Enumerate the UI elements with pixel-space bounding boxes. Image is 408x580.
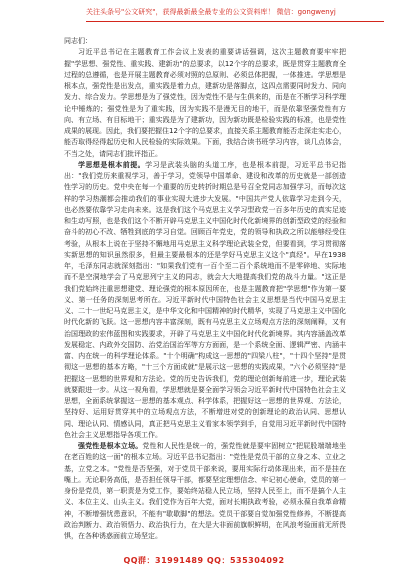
footer-contact-text: QQ群：31991489 QQ：535304092	[123, 556, 285, 565]
header-promo-text: 关注头条号"公文研究"，获得最新最全最专业的公文资料库！ 微信：gongwenyj	[86, 8, 336, 16]
section-2-paragraph	[64, 441, 346, 542]
section-2-text: 党性和人民性是统一的，强党性就是要牢固树立"把屁股端端地坐在老百姓的这一面"的根本立场。习近平总书记指出："党性是党员干部的立身之本、立业之基，立党之本。"党性是否坚强，对于党员干部来说，要用实际行动体现出来，而不是挂在嘴上。无论职务高低，是否担任领导干部，都要坚定理想信念、牢记初心使命，党员的第一身份是党员，第一职责是为党工作，要始终站稳人民立场，坚持人民至上，而不是搞个人主义、本位主义、山头主义。我们党作为百年大党，面对长期执政考验，必须永葆自我革命精神，不断增强忧患意识，不能有"歇歇脚"的想法。党员干部要自觉加强党性修养，不断提高政治判断力、政治领悟力、政治执行力，在大是大非面前旗帜鲜明，在风浪考验面前无所畏惧，在各种诱惑面前立场坚定。	[64, 442, 346, 540]
section-1-heading: 学思想是根本前提。	[78, 160, 146, 169]
intro-paragraph: 习近平总书记在主题教育工作会议上发表的重要讲话强调，这次主题教育要牢牢把握"学思想、强党性、重实践、建新功"的总要求，以12个字的总要求，既是贯穿主题教育全过程的总遵循，也是开展主题教育必须对照的总原则、必须总体把握，一体推进。学思想是根本点，强党性是出发点，重实践是着力点，建新功是落脚点，这四点需要同时发力、同向发力、综合发力。学思想是为了强党性，因为党性不是与生俱来的，而是在不断学习科学理论中锤炼的；强党性是为了重实践，因为实践不是漫无目的地干，而是依靠坚强党性有方向、有立场、有目标地干；重实践是为了建新功，因为新功既是检验实践的标准，也是党性成果的展现。因此，我们要把握住12个字的总要求，直接关系主题教育能否走深走实走心，能否取得经得起历史和人民检验的实际效果。下面，我结合读书班学习内容，谈几点体会，不当之处，请同志们批评指正。	[64, 48, 346, 158]
document-body	[64, 36, 346, 548]
page-footer	[0, 548, 408, 574]
greeting: 同志们：	[64, 37, 92, 45]
section-2-heading: 强党性是根本立场。	[78, 442, 143, 450]
header-divider	[86, 21, 384, 22]
page-header	[0, 0, 408, 28]
section-1-text: 学习是武装头脑的头道工序，也是根本前提，习近平总书记指出："我们党历来重视学习，善于学习，党领导中国革命、建设和改革的历史就是一部创造性学习的历史。党中央在每一个重要的历史转折时期总是号召全党同志加强学习，而每次这样的学习热潮都会推动我们的事业实现大进步大发展。"中国共产党人依靠学习走到今天，也必然要依靠学习走向未来。这是我们这个马克思主义学习型政党一百多年历史的真实足迹和生动写照，也是我们这个不断开辟马克思主义中国化时代化新境界的创新型政党的经验和奋斗的初心不改、牺牲到底的学习自觉。回顾百年党史，党的领导和执政之所以能够经受住考验，从根本上说在于坚持不懈地用马克思主义科学理论武装全党，但要看到，学习贯彻落实新思想的知识虽然很多，但最主要最根本的还是学好马克思主义这个"真经"。早在1938年，毛泽东同志就深刻指出："如果我们党有一百个至二百个系统地而不是零碎地、实际地而不是空洞地学会了马克思列宁主义的同志，就会大大地提高我们党的战斗力量。"这正是我们党始终注重思想建党、理论强党的根本原因所在，也是主题教育把"学思想"作为第一要义、第一任务的深刻思考所在。习近平新时代中国特色社会主义思想是当代中国马克思主义、二十一世纪马克思主义，是中华文化和中国精神的时代精华，实现了马克思主义中国化时代化新的飞跃。这一思想内容丰富深刻，既有马克思主义立场观点方法的深刻阐释，又有治国理政的宏伟蓝图和实践要求，开辟了马克思主义中国化时代化新境界。其内容涵盖改革发展稳定、内政外交国防、治党治国治军等方方面面，是一个系统全面、逻辑严密、内涵丰富、内在统一的科学理论体系。"十个明确"构成这一思想的"四梁八柱"，"十四个坚持"是贯彻这一思想的基本方略，"十三个方面成就"是展示这一思想的实践成果，"六个必须坚持"是把握这一思想的世界观和方法论。党的历史告诉我们，党的理论创新每前进一步，理论武装就要跟进一步。从这一视角看，学思想就是要全面学习领会习近平新时代中国特色社会主义思想，全面系统掌握这一思想的基本观点、科学体系，把握好这一思想的世界观、方法论，坚持好、运用好贯穿其中的立场观点方法，不断增进对党的创新理论的政治认同、思想认同、理论认同、情感认同，真正把马克思主义看家本领学到手，自觉用习近平新时代中国特色社会主义思想指导各项工作。	[64, 160, 346, 439]
section-1-paragraph	[64, 160, 346, 441]
